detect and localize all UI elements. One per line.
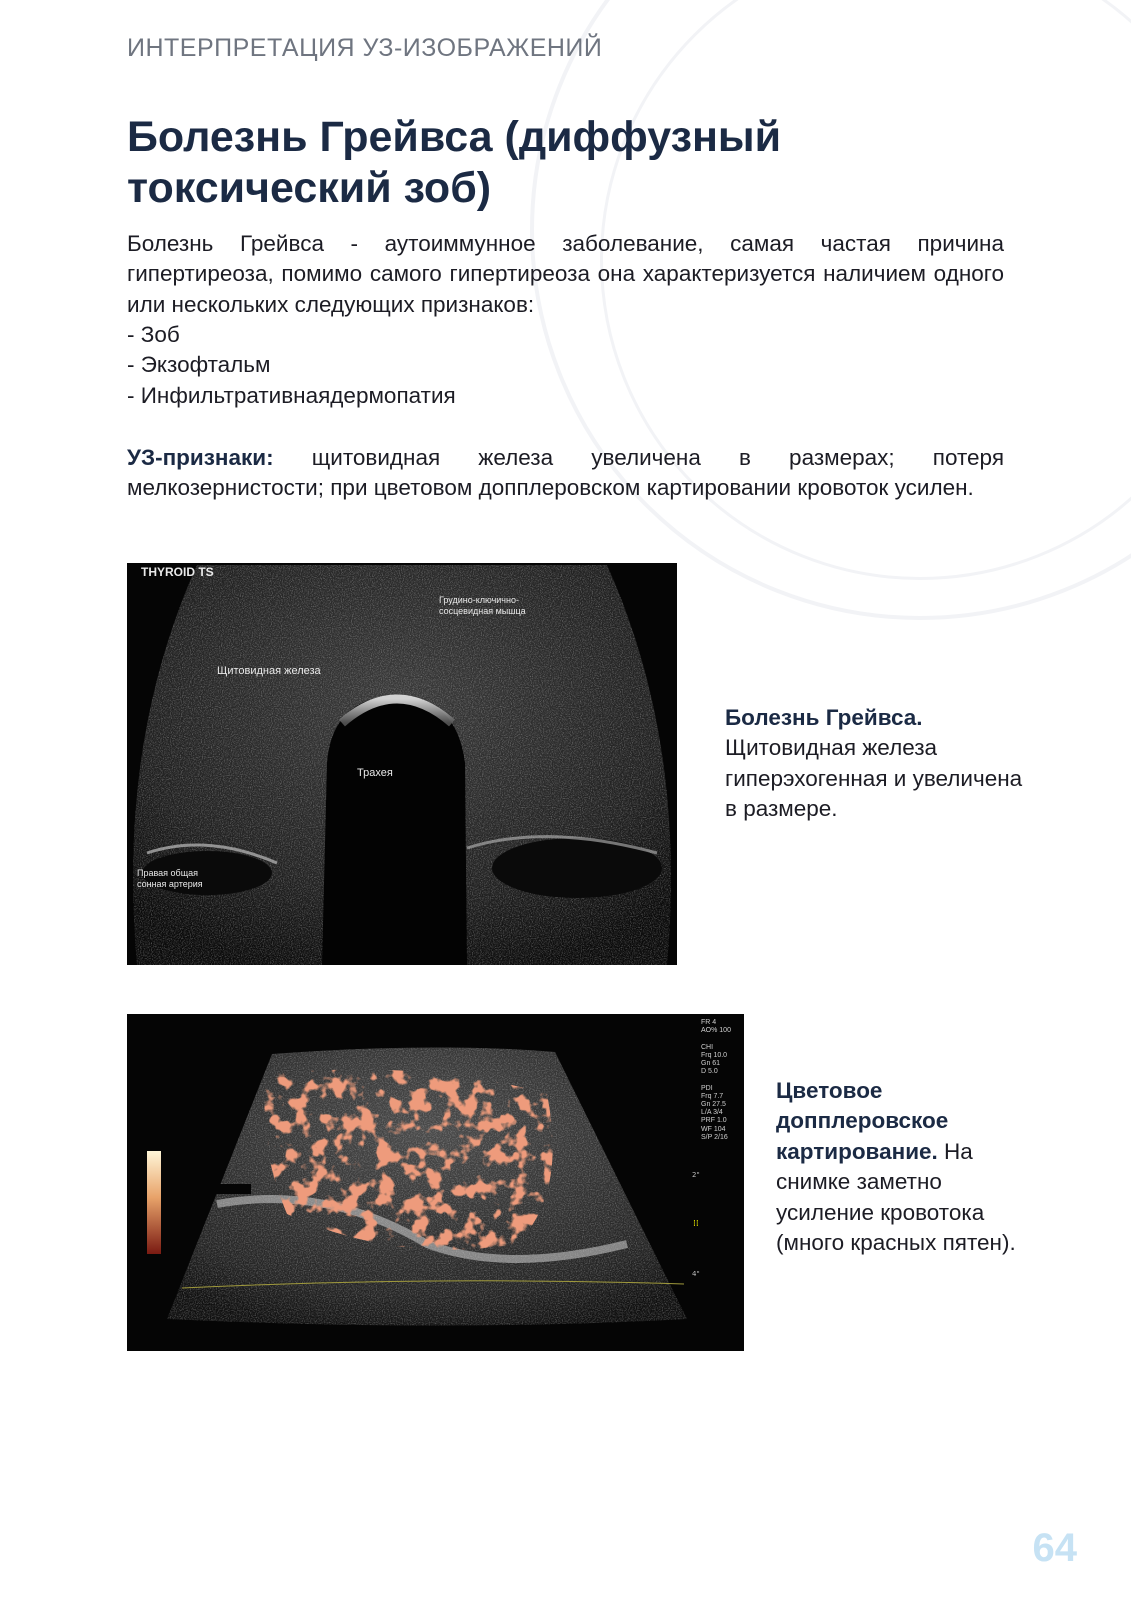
page-number: 64	[1032, 1526, 1077, 1570]
symptom-list	[127, 320, 456, 411]
artery-label: Правая общая сонная артерия	[137, 868, 203, 889]
doppler-scan	[127, 1014, 744, 1351]
svg-text:4": 4"	[692, 1270, 700, 1278]
list-item: - Инфильтративнаядермопатия	[127, 382, 456, 408]
signs-label: УЗ-признаки:	[127, 445, 274, 470]
image1-caption	[725, 703, 1025, 825]
scanner-readout: FR 4 AO% 100 CHI Frq 10.0 Gn 61 D 5.0 PDI Frq 7.7 Gn 27.5 L/A 3/4 PRF 1.0 WF 104 S/P 2/16	[701, 1019, 731, 1141]
svg-text:2": 2"	[692, 1171, 700, 1179]
ultrasound-signs	[127, 443, 1004, 504]
image2-caption-title: Цветовое допплеровское картирование.	[776, 1078, 949, 1164]
intro-paragraph: Болезнь Грейвса - аутоиммунное заболевание, самая частая причина гипертиреоза, помимо самого гипертиреоза она характеризуется наличием одного или нескольких следующих признаков:	[127, 231, 1004, 317]
muscle-label: Грудино-ключично- сосцевидная мышца	[439, 595, 526, 616]
list-item: - Зоб	[127, 322, 180, 347]
ultrasound-image-grayscale	[127, 563, 677, 965]
svg-text:⁞⁞: ⁞⁞	[693, 1219, 699, 1229]
image1-caption-title: Болезнь Грейвса.	[725, 705, 923, 730]
page-title: Болезнь Грейвса (диффузный токсический зоб)	[127, 113, 782, 212]
image1-caption-text: Щитовидная железа гиперэхогенная и увеличена в размере.	[725, 735, 1023, 822]
ultrasound-image-doppler	[127, 1014, 744, 1351]
ultrasound-grayscale-scan	[127, 563, 677, 965]
list-item: - Экзофтальм	[127, 352, 271, 378]
gland-label: Щитовидная железа	[217, 665, 321, 677]
scan-mode-label: THYROID TS	[141, 565, 214, 579]
signs-text: щитовидная железа увеличена в размерах; потеря мелкозернистости; при цветовом допплеровском картировании кровоток усилен.	[127, 445, 1004, 501]
image2-caption	[776, 1076, 1036, 1258]
section-header: ИНТЕРПРЕТАЦИЯ УЗ-ИЗОБРАЖЕНИЙ	[127, 34, 603, 62]
trachea-label: Трахея	[357, 767, 393, 779]
image2-caption-text: На снимке заметно усиление кровотока (много красных пятен).	[776, 1138, 1016, 1256]
